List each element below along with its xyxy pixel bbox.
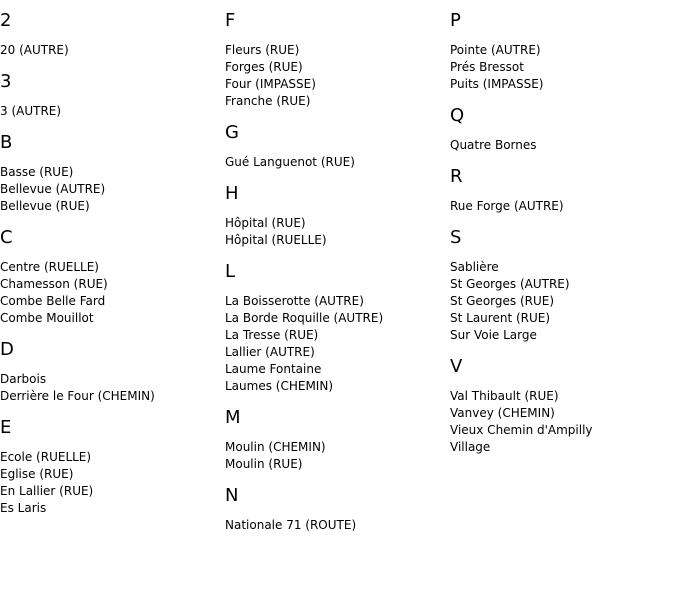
street-entry: 3 (AUTRE)	[0, 104, 62, 118]
street-index-column	[225, 10, 447, 546]
street-list	[450, 42, 672, 93]
street-entry: Gué Languenot (RUE)	[225, 155, 355, 169]
street-entry: Vieux Chemin d'Ampilly	[450, 423, 593, 437]
letter-group	[450, 10, 672, 93]
street-list	[225, 215, 447, 249]
street-entry: Es Laris	[0, 501, 47, 515]
street-entry: Ecole (RUELLE)	[0, 450, 92, 464]
street-list	[225, 154, 447, 171]
street-entry: Val Thibault (RUE)	[450, 389, 559, 403]
letter-heading: 3	[0, 71, 12, 92]
street-entry: Bellevue (AUTRE)	[0, 182, 106, 196]
letter-group	[225, 122, 447, 171]
letter-group	[0, 417, 222, 517]
street-entry: Four (IMPASSE)	[225, 77, 316, 91]
letter-group	[225, 183, 447, 249]
street-entry: En Lallier (RUE)	[0, 484, 94, 498]
street-entry: Village	[450, 440, 491, 454]
street-index-column	[450, 10, 672, 468]
street-entry: 20 (AUTRE)	[0, 43, 69, 57]
street-entry: Laumes (CHEMIN)	[225, 379, 333, 393]
letter-group	[0, 339, 222, 405]
street-entry: Hôpital (RUELLE)	[225, 233, 327, 247]
letter-group	[225, 10, 447, 110]
street-entry: Bellevue (RUE)	[0, 199, 90, 213]
street-entry: Moulin (RUE)	[225, 457, 303, 471]
street-list	[0, 449, 222, 517]
street-list	[225, 42, 447, 110]
letter-heading: V	[450, 356, 463, 377]
street-entry: Chamesson (RUE)	[0, 277, 108, 291]
letter-heading: 2	[0, 10, 12, 31]
letter-heading: E	[0, 417, 12, 438]
letter-heading: M	[225, 407, 241, 428]
letter-group	[0, 10, 222, 59]
street-list	[450, 259, 672, 344]
street-entry: La Boisserotte (AUTRE)	[225, 294, 364, 308]
street-list	[225, 517, 447, 534]
street-entry: La Borde Roquille (AUTRE)	[225, 311, 384, 325]
street-entry: Pointe (AUTRE)	[450, 43, 541, 57]
street-entry: Derrière le Four (CHEMIN)	[0, 389, 155, 403]
street-list	[450, 198, 672, 215]
street-list	[0, 103, 222, 120]
letter-heading: R	[450, 166, 463, 187]
letter-heading: N	[225, 485, 239, 506]
letter-group	[450, 227, 672, 344]
letter-heading: L	[225, 261, 236, 282]
letter-heading: Q	[450, 105, 465, 126]
letter-heading: C	[0, 227, 13, 248]
letter-heading: D	[0, 339, 14, 360]
street-list	[0, 164, 222, 215]
letter-group	[450, 166, 672, 215]
street-entry: Darbois	[0, 372, 47, 386]
street-list	[0, 371, 222, 405]
street-list	[0, 42, 222, 59]
street-entry: Fleurs (RUE)	[225, 43, 300, 57]
letter-group	[0, 132, 222, 215]
street-entry: Sablière	[450, 260, 499, 274]
street-list	[225, 293, 447, 395]
street-entry: Lallier (AUTRE)	[225, 345, 315, 359]
street-entry: St Georges (AUTRE)	[450, 277, 570, 291]
street-entry: Moulin (CHEMIN)	[225, 440, 326, 454]
street-entry: Forges (RUE)	[225, 60, 303, 74]
letter-heading: P	[450, 10, 461, 31]
street-index-column	[0, 10, 222, 529]
street-entry: Quatre Bornes	[450, 138, 537, 152]
street-entry: Laume Fontaine	[225, 362, 322, 376]
letter-heading: B	[0, 132, 13, 153]
street-entry: Vanvey (CHEMIN)	[450, 406, 555, 420]
street-entry: Nationale 71 (ROUTE)	[225, 518, 357, 532]
letter-heading: S	[450, 227, 462, 248]
letter-group	[225, 485, 447, 534]
letter-group	[0, 71, 222, 120]
letter-heading: F	[225, 10, 236, 31]
street-list	[450, 388, 672, 456]
street-list	[450, 137, 672, 154]
street-entry: Combe Belle Fard	[0, 294, 106, 308]
street-entry: St Laurent (RUE)	[450, 311, 551, 325]
street-entry: Sur Voie Large	[450, 328, 537, 342]
letter-group	[225, 407, 447, 473]
street-entry: St Georges (RUE)	[450, 294, 555, 308]
street-entry: Centre (RUELLE)	[0, 260, 99, 274]
street-entry: Prés Bressot	[450, 60, 524, 74]
street-entry: Rue Forge (AUTRE)	[450, 199, 564, 213]
street-entry: Combe Mouillot	[0, 311, 94, 325]
street-entry: Franche (RUE)	[225, 94, 311, 108]
street-entry: Eglise (RUE)	[0, 467, 74, 481]
letter-heading: G	[225, 122, 239, 143]
street-entry: Hôpital (RUE)	[225, 216, 306, 230]
letter-group	[450, 356, 672, 456]
letter-heading: H	[225, 183, 239, 204]
street-list	[225, 439, 447, 473]
street-list	[0, 259, 222, 327]
letter-group	[0, 227, 222, 327]
letter-group	[225, 261, 447, 395]
street-entry: La Tresse (RUE)	[225, 328, 319, 342]
street-entry: Puits (IMPASSE)	[450, 77, 544, 91]
letter-group	[450, 105, 672, 154]
street-entry: Basse (RUE)	[0, 165, 74, 179]
